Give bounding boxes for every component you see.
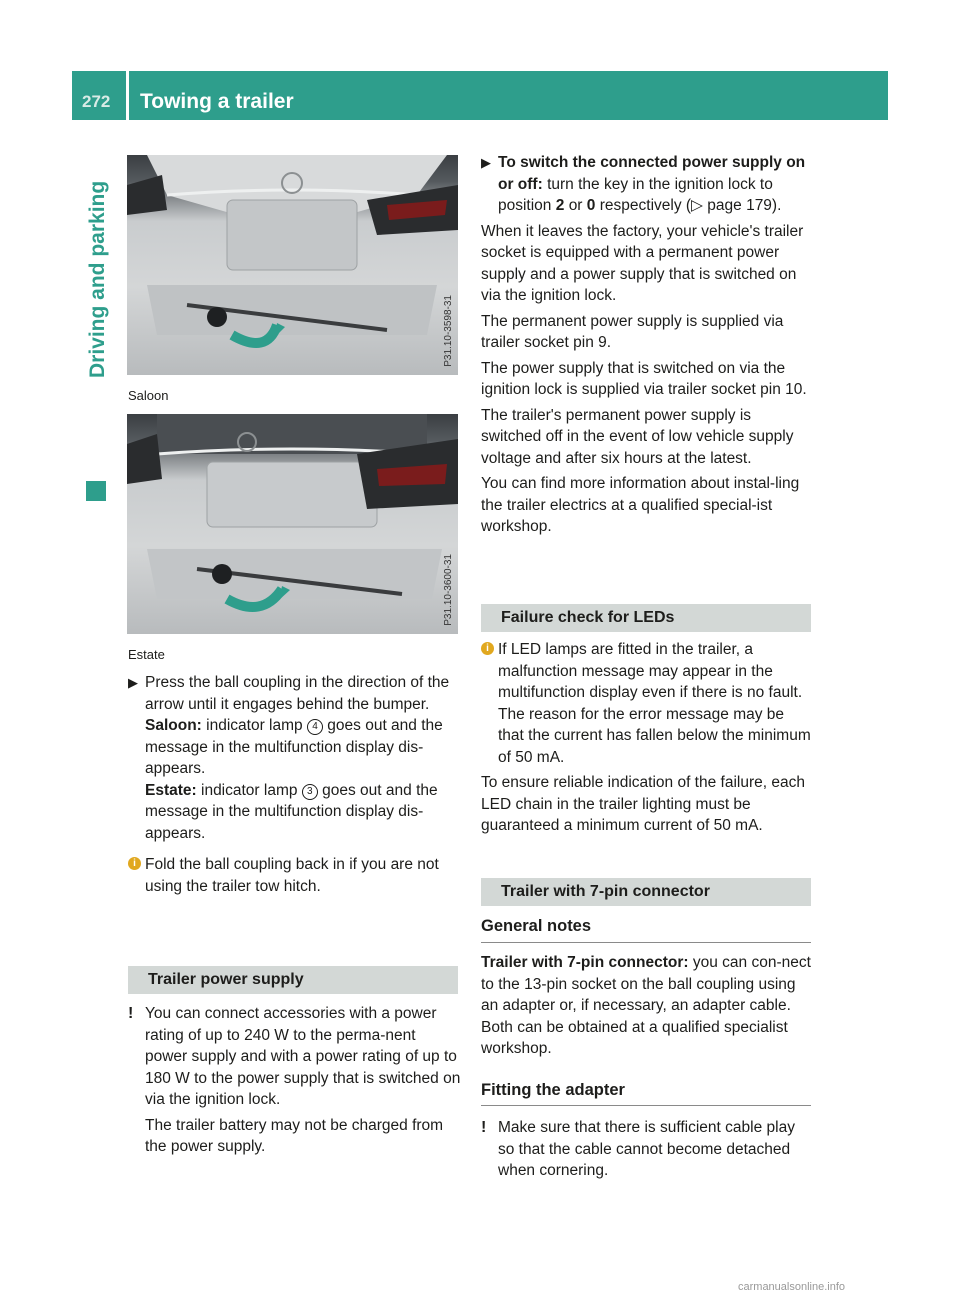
paragraph: The permanent power supply is supplied via trailer socket pin 9.: [481, 312, 784, 351]
step-arrow-icon: ▶: [128, 675, 138, 690]
saloon-result: [128, 715, 461, 780]
paragraph-7pin: [481, 952, 814, 1060]
saloon-caption: Saloon: [128, 388, 169, 403]
header-separator: [126, 71, 129, 120]
warning-text-2: The trailer battery may not be charged from the power supply.: [145, 1116, 444, 1155]
page-ref-icon: ▷: [691, 197, 703, 214]
info-note: [128, 854, 461, 897]
position-2: 2: [555, 197, 565, 214]
left-column-lower: [128, 1003, 461, 1158]
estate-label: Estate:: [145, 781, 197, 799]
section-heading-7pin: Trailer with 7-pin connector: [481, 878, 811, 906]
subheading-general-notes: General notes: [481, 917, 592, 935]
section-heading-power-supply: Trailer power supply: [128, 966, 458, 994]
side-tab-marker: [86, 481, 106, 501]
warning-icon: !: [481, 1119, 487, 1136]
right-column-adapter: [481, 1117, 814, 1182]
section-heading-led: Failure check for LEDs: [481, 604, 811, 632]
warning-text: You can connect accessories with a power rating of up to 240 W to the perma-nent power supply and with a power rating of up to 180 W to the power supply that is switched on via the ignition lock.: [145, 1005, 461, 1108]
instruction-step-switch: [481, 152, 814, 217]
warning-note-adapter: [481, 1117, 814, 1182]
info-icon: i: [481, 642, 494, 655]
info-note-led: [481, 639, 814, 768]
indicator-number-4: 4: [307, 719, 323, 735]
footer-watermark: carmanualsonline.info: [738, 1281, 846, 1293]
saloon-text: indicator lamp: [206, 717, 303, 734]
left-column: [128, 672, 461, 897]
step-text: Press the ball coupling in the direction of the arrow until it engages behind the bumper.: [145, 674, 450, 713]
step-bold-text: To switch the connected power supply on or off:: [498, 154, 806, 193]
step-arrow-icon: ▶: [481, 155, 491, 170]
saloon-car-illustration: [127, 155, 458, 375]
info-icon: i: [128, 857, 141, 870]
estate-text-end: goes out and the message in the multifunction display dis-appears.: [145, 781, 438, 842]
instruction-step: [128, 672, 461, 715]
side-tab-label: Driving and parking: [86, 180, 109, 378]
side-tab: [86, 180, 114, 398]
warning-text: Make sure that there is sufficient cable play so that the cable cannot become detached when cornering.: [498, 1119, 795, 1179]
page-header: [72, 71, 888, 120]
position-0: 0: [586, 197, 596, 214]
subheading-rule: [481, 942, 811, 943]
paragraph: The trailer's permanent power supply is switched off in the event of low vehicle supply voltage and after six hours at the latest.: [481, 406, 794, 467]
paragraph: The power supply that is switched on via the ignition lock is supplied via trailer socket pin 10.: [481, 359, 807, 398]
estate-result: [128, 780, 461, 845]
step-text-end: respectively (: [599, 197, 692, 214]
bold-lead: Trailer with 7-pin connector:: [481, 954, 689, 971]
estate-text: indicator lamp: [201, 781, 298, 799]
step-or: or: [568, 197, 583, 214]
page-reference[interactable]: page 179).: [707, 197, 782, 214]
estate-car-illustration: [127, 414, 458, 634]
step-text: turn the key in the ignition lock to position: [498, 175, 773, 214]
indicator-number-3: 3: [302, 784, 318, 800]
estate-photo-code: P31.10-3600-31: [443, 554, 454, 626]
subheading-rule: [481, 1105, 811, 1106]
warning-note: [128, 1003, 461, 1111]
page-number: 272: [82, 92, 111, 111]
info-note-text: If LED lamps are fitted in the trailer, a malfunction message may appear in the multifunction display even if there is no fault. The reason for the error message may be that the current has fallen below the minimum of 50 mA.: [498, 641, 811, 766]
right-column-led: [481, 639, 814, 837]
saloon-photo-code: P31.10-3598-31: [443, 295, 454, 367]
page-title: Towing a trailer: [140, 90, 294, 113]
paragraph: To ensure reliable indication of the failure, each LED chain in the trailer lighting must be guaranteed a minimum current of 50 mA.: [481, 774, 805, 834]
right-column: [481, 152, 814, 538]
paragraph: When it leaves the factory, your vehicle's trailer socket is equipped with a permanent power supply and a power supply that is switched on via the ignition lock.: [481, 222, 804, 304]
estate-caption: Estate: [128, 647, 165, 662]
estate-photo: [127, 414, 458, 634]
paragraph: You can find more information about instal-ling the trailer electrics at a qualified special-ist workshop.: [481, 475, 800, 535]
saloon-label: Saloon:: [145, 717, 202, 734]
info-note-text: Fold the ball coupling back in if you are not using the trailer tow hitch.: [145, 856, 439, 895]
right-column-7pin: [481, 952, 814, 1060]
paragraph-text: you can con-nect to the 13-pin socket on the ball coupling using an adapter or, if necessary, an adapter cable. Both can be obtained at a qualified specialist workshop.: [481, 954, 811, 1057]
warning-icon: !: [128, 1005, 134, 1022]
subheading-fitting-adapter: Fitting the adapter: [481, 1081, 625, 1099]
saloon-photo: [127, 155, 458, 375]
saloon-text-end: goes out and the message in the multifunction display dis-appears.: [145, 717, 443, 777]
